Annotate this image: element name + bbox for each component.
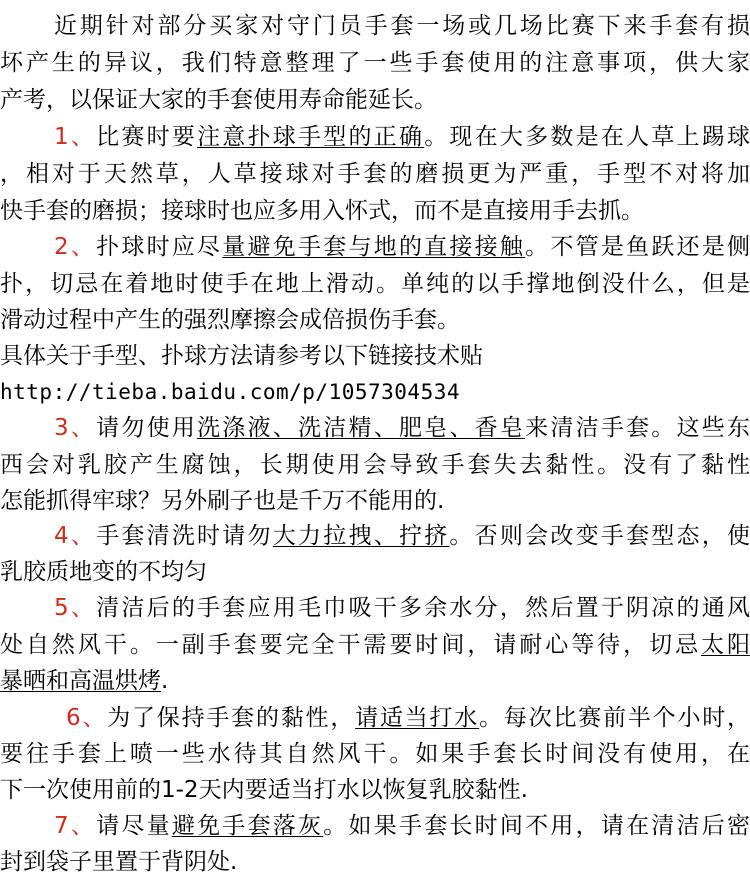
tip-text: 来清洁手套。这些东 (525, 415, 750, 441)
tip-number: 2、 (54, 234, 97, 260)
tip-7-line-1 (0, 808, 750, 844)
link-label (0, 338, 750, 374)
tip-highlight: 量避免手套与地的直接接触 (222, 234, 526, 260)
tip-text: 快手套的磨损；接球时也应多用入怀式，而不是直接用手去抓。 (0, 198, 644, 224)
tip-number: 1、 (54, 124, 97, 150)
tip-text: 。现在大多数是在人草上踢球 (424, 124, 750, 150)
tip-2-line-2 (0, 266, 750, 302)
tip-5-line-3 (0, 663, 750, 699)
tip-number: 5、 (54, 595, 97, 621)
tip-4-line-1 (0, 518, 750, 554)
tip-5-line-1 (0, 590, 750, 626)
tip-1-line-2 (0, 156, 750, 192)
tip-text: 请尽量 (96, 813, 172, 839)
tip-5-line-2 (0, 627, 750, 663)
tip-highlight: 避免手套落灰 (171, 813, 324, 839)
tip-text: 。否则会改变手套型态，使 (449, 523, 750, 549)
tip-highlight: 大力拉拽、拧挤 (272, 523, 450, 549)
tip-text: 。每次比赛前半个小时， (479, 705, 750, 731)
tip-4-line-2 (0, 554, 750, 590)
tip-6-line-1 (0, 700, 750, 736)
tip-number: 3、 (54, 415, 97, 441)
tip-highlight: 注意扑球手型的正确 (197, 124, 425, 150)
intro-line-2 (0, 45, 750, 81)
tip-3-line-1 (0, 410, 750, 446)
tip-text: 手套清洗时请勿 (96, 523, 273, 549)
tip-3-line-3 (0, 483, 750, 519)
tip-text: 为了保持手套的黏性， (107, 705, 356, 731)
tip-highlight: 暴晒和高温烘烤 (0, 668, 161, 694)
link-label-text: 具体关于手型、扑球方法请参考以下链接技术贴 (0, 343, 483, 369)
tip-2-line-3 (0, 302, 750, 338)
tip-text: 比赛时要 (96, 124, 198, 150)
tip-1-line-1 (0, 119, 750, 155)
tip-text: ，相对于天然草，人草接球对手套的磨损更为严重，手型不对将加 (0, 161, 750, 187)
tip-number: 4、 (54, 523, 97, 549)
intro-text: 坏产生的异议，我们特意整理了一些手套使用的注意事项，供大家 (0, 50, 750, 76)
tip-1-line-3 (0, 193, 750, 229)
tip-text: 封到袋子里置于背阴处. (0, 849, 238, 875)
tip-3-line-2 (0, 447, 750, 483)
tip-number: 6、 (66, 705, 108, 731)
tip-highlight: 太阳 (701, 632, 750, 658)
tip-text: 清洁后的手套应用毛巾吸干多余水分，然后置于阴凉的通风 (96, 595, 750, 621)
tip-text: 下一次使用前的1-2天内要适当打水以恢复乳胶黏性. (0, 777, 528, 803)
tip-6-line-3 (0, 772, 750, 808)
tip-text: 滑动过程中产生的强烈摩擦会成倍损伤手套。 (0, 307, 460, 333)
tip-text: . (161, 668, 169, 694)
tip-text: 扑，切忌在着地时使手在地上滑动。单纯的以手撑地倒没什么，但是 (0, 271, 750, 297)
intro-text: 产考，以保证大家的手套使用寿命能延长。 (0, 87, 437, 113)
tip-6-line-2 (0, 736, 750, 772)
intro-text: 近期针对部分买家对守门员手套一场或几场比赛下来手套有损 (54, 13, 750, 39)
tip-number: 7、 (54, 813, 97, 839)
intro-line-1 (0, 8, 750, 44)
tip-text: 西会对乳胶产生腐蚀，长期使用会导致手套失去黏性。没有了黏性 (0, 452, 750, 478)
tip-text: 。如果手套长时间不用，请在清洁后密 (323, 813, 750, 839)
tip-text: 怎能抓得牢球？另外刷子也是千万不能用的. (0, 488, 445, 514)
tieba-link-url[interactable]: http://tieba.baidu.com/p/1057304534 (0, 380, 461, 404)
tip-text: 处自然风干。一副手套要完全干需要时间，请耐心等待，切忌 (0, 632, 702, 658)
tip-text: 要往手套上喷一些水待其自然风干。如果手套长时间没有使用，在 (0, 741, 750, 767)
tieba-link[interactable] (0, 374, 750, 410)
tip-highlight: 请适当打水 (355, 705, 480, 731)
tip-2-line-1 (0, 229, 750, 265)
tip-text: 扑球时应尽 (96, 234, 223, 260)
tip-text: 。不管是鱼跃还是侧 (525, 234, 750, 260)
intro-line-3 (0, 82, 750, 118)
tip-7-line-2 (0, 844, 750, 880)
tip-highlight: 洗涤液、洗洁精、肥皂、香皂 (197, 415, 526, 441)
tip-text: 乳胶质地变的不均匀 (0, 559, 207, 585)
tip-text: 请勿使用 (96, 415, 198, 441)
